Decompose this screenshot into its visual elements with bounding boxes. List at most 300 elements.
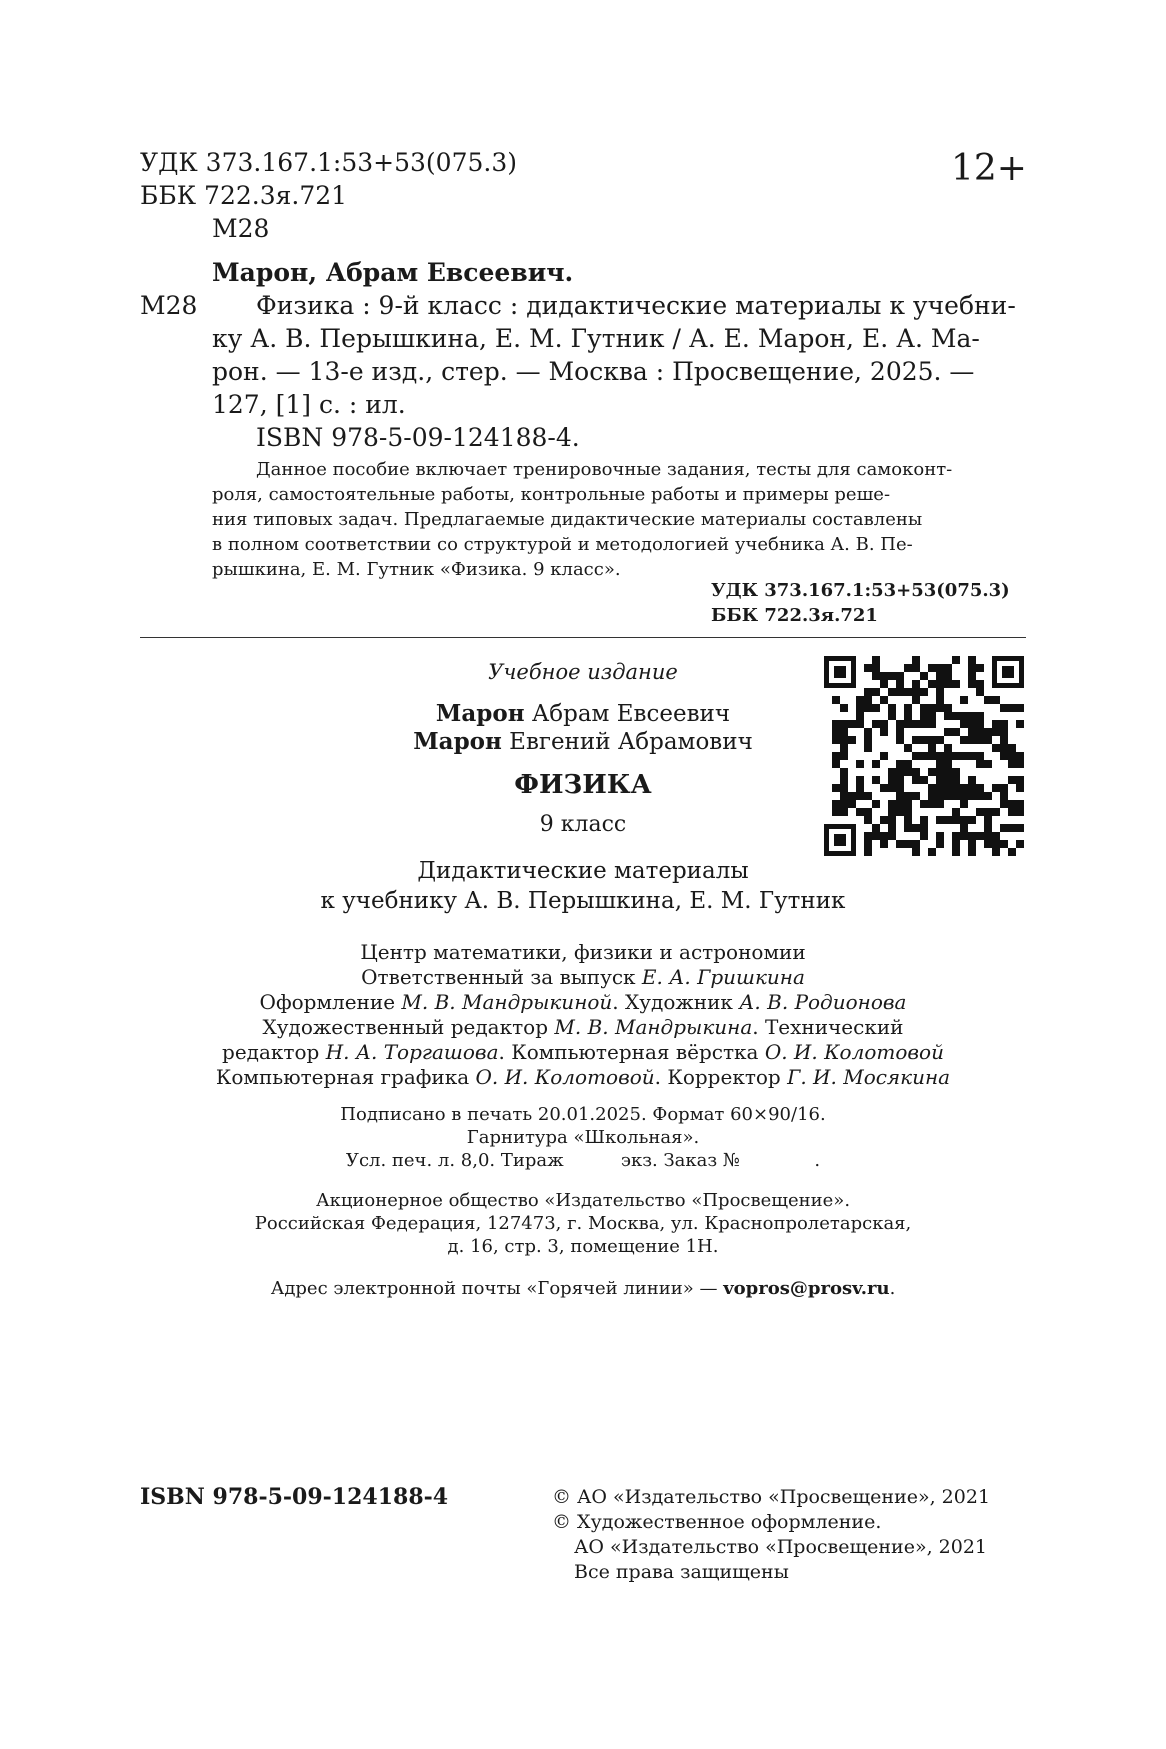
qr-module: [872, 664, 880, 672]
qr-module: [936, 840, 944, 848]
qr-module: [896, 728, 904, 736]
qr-module: [872, 720, 880, 728]
qr-module: [856, 712, 864, 720]
qr-module: [984, 728, 992, 736]
print-line-3: Усл. печ. л. 8,0. Тираж экз. Заказ № .: [345, 1150, 821, 1171]
edition-type: Учебное издание: [488, 660, 678, 684]
bib-line-1: Физика : 9-й класс : дидактические материалы к учебни-: [256, 291, 1016, 320]
qr-module: [952, 848, 960, 856]
qr-module: [928, 752, 936, 760]
qr-module: [952, 728, 960, 736]
qr-module: [976, 792, 984, 800]
qr-module: [992, 808, 1000, 816]
qr-module: [968, 728, 976, 736]
qr-module: [936, 664, 944, 672]
qr-module: [880, 672, 888, 680]
qr-module: [1016, 720, 1024, 728]
qr-module: [904, 688, 912, 696]
responsible-line: [361, 965, 805, 989]
qr-module: [1016, 776, 1024, 784]
qr-module: [1000, 744, 1008, 752]
qr-module: [976, 736, 984, 744]
qr-module: [896, 784, 904, 792]
qr-module: [896, 680, 904, 688]
qr-module: [864, 832, 872, 840]
qr-module: [944, 744, 952, 752]
qr-module: [1008, 776, 1016, 784]
qr-module: [896, 840, 904, 848]
art-editor-label: Художественный редактор: [262, 1015, 555, 1039]
qr-module: [984, 736, 992, 744]
qr-module: [944, 792, 952, 800]
qr-module: [856, 792, 864, 800]
qr-module: [920, 736, 928, 744]
qr-module: [976, 752, 984, 760]
qr-module: [880, 816, 888, 824]
qr-module: [960, 736, 968, 744]
qr-module: [1000, 752, 1008, 760]
qr-code: [824, 656, 1024, 856]
qr-module: [864, 728, 872, 736]
qr-module: [888, 704, 896, 712]
copyright-line-4: Все права защищены: [574, 1561, 789, 1583]
qr-module: [840, 776, 848, 784]
qr-module: [968, 784, 976, 792]
tech-editor-line: [222, 1040, 944, 1064]
qr-module: [856, 704, 864, 712]
bib-line-4: 127, [1] с. : ил.: [212, 390, 406, 419]
qr-module: [912, 664, 920, 672]
qr-module: [1016, 840, 1024, 848]
qr-module: [976, 680, 984, 688]
qr-module: [1008, 824, 1016, 832]
copyright-line-2: © Художественное оформление.: [552, 1511, 882, 1533]
qr-module: [976, 728, 984, 736]
qr-module: [968, 792, 976, 800]
qr-module: [952, 768, 960, 776]
qr-module: [912, 840, 920, 848]
design-name: М. В. Мандрыкиной: [401, 990, 613, 1014]
bib-line-3: рон. — 13-е изд., стер. — Москва : Просвещение, 2025. —: [212, 357, 975, 386]
qr-module: [976, 712, 984, 720]
qr-module: [976, 784, 984, 792]
qr-module: [936, 816, 944, 824]
qr-module: [984, 824, 992, 832]
qr-module: [920, 672, 928, 680]
qr-module: [864, 696, 872, 704]
qr-module: [904, 824, 912, 832]
qr-module: [904, 704, 912, 712]
layout-label: . Компьютерная вёрстка: [498, 1040, 765, 1064]
qr-module: [912, 736, 920, 744]
qr-module: [920, 688, 928, 696]
footer-isbn: ISBN 978-5-09-124188-4: [140, 1484, 449, 1510]
qr-module: [888, 712, 896, 720]
qr-module: [864, 840, 872, 848]
qr-module: [968, 832, 976, 840]
qr-module: [880, 784, 888, 792]
qr-module: [912, 848, 920, 856]
qr-module: [928, 680, 936, 688]
qr-module: [960, 720, 968, 728]
udk-bold: УДК 373.167.1:53+53(075.3): [711, 580, 1010, 601]
qr-module: [992, 728, 1000, 736]
separator-line: [140, 637, 1026, 638]
qr-module: [896, 736, 904, 744]
qr-module: [880, 728, 888, 736]
qr-module: [848, 736, 856, 744]
publisher-line-2: Российская Федерация, 127473, г. Москва, ул. Краснопролетарская,: [254, 1213, 912, 1234]
qr-module: [872, 776, 880, 784]
qr-module: [944, 672, 952, 680]
qr-module: [960, 816, 968, 824]
qr-module: [960, 824, 968, 832]
qr-module: [880, 840, 888, 848]
qr-module: [840, 720, 848, 728]
qr-module: [968, 656, 976, 664]
qr-module: [944, 728, 952, 736]
qr-module: [960, 784, 968, 792]
qr-module: [976, 664, 984, 672]
qr-module: [984, 816, 992, 824]
udk-code: УДК 373.167.1:53+53(075.3): [140, 148, 517, 177]
qr-module: [864, 744, 872, 752]
qr-module: [1016, 800, 1024, 808]
corrector-label: . Корректор: [654, 1065, 788, 1089]
qr-module: [864, 808, 872, 816]
qr-module: [976, 760, 984, 768]
qr-module: [888, 816, 896, 824]
qr-module: [1008, 760, 1016, 768]
qr-module: [872, 760, 880, 768]
email-line: [271, 1278, 896, 1299]
qr-module: [856, 760, 864, 768]
author-2-name: Евгений Абрамович: [501, 729, 753, 755]
qr-module: [1016, 808, 1024, 816]
qr-module: [888, 800, 896, 808]
qr-module: [832, 736, 840, 744]
qr-module: [960, 792, 968, 800]
qr-module: [936, 768, 944, 776]
qr-module: [1000, 784, 1008, 792]
qr-module: [840, 704, 848, 712]
qr-module: [840, 768, 848, 776]
qr-module: [904, 792, 912, 800]
qr-module: [912, 720, 920, 728]
qr-module: [832, 800, 840, 808]
qr-module: [856, 720, 864, 728]
qr-module: [864, 664, 872, 672]
publisher-line-3: д. 16, стр. 3, помещение 1Н.: [447, 1236, 719, 1257]
qr-module: [936, 704, 944, 712]
qr-module: [888, 832, 896, 840]
qr-module: [920, 752, 928, 760]
qr-module: [936, 776, 944, 784]
qr-module: [936, 800, 944, 808]
qr-module: [928, 792, 936, 800]
qr-module: [920, 720, 928, 728]
qr-module: [944, 776, 952, 784]
qr-module: [896, 768, 904, 776]
graphics-label: Компьютерная графика: [215, 1065, 476, 1089]
qr-module: [952, 792, 960, 800]
qr-module: [944, 680, 952, 688]
qr-module: [888, 784, 896, 792]
qr-module: [872, 704, 880, 712]
qr-module: [952, 784, 960, 792]
qr-module: [912, 688, 920, 696]
qr-module: [992, 832, 1000, 840]
qr-module: [992, 744, 1000, 752]
qr-module: [896, 720, 904, 728]
qr-module: [864, 816, 872, 824]
qr-module: [872, 832, 880, 840]
tech-editor-name: Н. А. Торгашова: [325, 1040, 499, 1064]
annotation-line-4: в полном соответствии со структурой и методологией учебника А. В. Пе-: [212, 534, 913, 555]
qr-module: [928, 784, 936, 792]
qr-module: [832, 760, 840, 768]
qr-module: [896, 792, 904, 800]
qr-module: [928, 720, 936, 728]
qr-module: [968, 720, 976, 728]
print-line-1: Подписано в печать 20.01.2025. Формат 60×90/16.: [340, 1104, 826, 1125]
qr-module: [1008, 752, 1016, 760]
qr-module: [928, 744, 936, 752]
qr-module: [992, 784, 1000, 792]
qr-module: [888, 688, 896, 696]
qr-module: [920, 704, 928, 712]
qr-module: [952, 712, 960, 720]
qr-module: [944, 816, 952, 824]
subtitle-2: к учебнику А. В. Перышкина, Е. М. Гутник: [320, 888, 846, 914]
qr-module: [888, 808, 896, 816]
artist-name: А. В. Родионова: [739, 990, 907, 1014]
qr-module: [832, 784, 840, 792]
qr-module: [1000, 800, 1008, 808]
author-2: [413, 728, 753, 755]
qr-module: [960, 752, 968, 760]
qr-module: [936, 752, 944, 760]
qr-module: [952, 840, 960, 848]
responsible-name: Е. А. Гришкина: [641, 965, 805, 989]
qr-module: [832, 752, 840, 760]
qr-module: [904, 720, 912, 728]
corrector-name: Г. И. Мосякина: [787, 1065, 951, 1089]
qr-module: [872, 688, 880, 696]
qr-module: [928, 712, 936, 720]
qr-module: [976, 808, 984, 816]
qr-module: [856, 784, 864, 792]
cutter-code: М28: [212, 214, 270, 243]
copyright-line-3: АО «Издательство «Просвещение», 2021: [574, 1536, 987, 1558]
qr-module: [896, 688, 904, 696]
qr-module: [928, 664, 936, 672]
qr-module: [952, 816, 960, 824]
qr-module: [960, 712, 968, 720]
qr-module: [1016, 752, 1024, 760]
qr-module: [1008, 800, 1016, 808]
graphics-name: О. И. Колотовой: [475, 1065, 655, 1089]
qr-module: [1000, 840, 1008, 848]
qr-module: [888, 768, 896, 776]
bbk-code: ББК 722.3я.721: [140, 181, 348, 210]
qr-module: [952, 680, 960, 688]
qr-module: [920, 800, 928, 808]
qr-module: [864, 736, 872, 744]
qr-module: [840, 784, 848, 792]
qr-module: [904, 816, 912, 824]
qr-module: [952, 832, 960, 840]
qr-module: [1008, 808, 1016, 816]
qr-module: [936, 688, 944, 696]
qr-module: [944, 784, 952, 792]
qr-module: [984, 832, 992, 840]
art-editor-line: [263, 1015, 904, 1039]
qr-module: [880, 752, 888, 760]
subtitle-1: Дидактические материалы: [417, 858, 749, 884]
qr-module: [912, 792, 920, 800]
qr-module: [928, 704, 936, 712]
qr-module: [928, 848, 936, 856]
qr-module: [960, 832, 968, 840]
qr-module: [936, 696, 944, 704]
qr-module: [896, 760, 904, 768]
qr-module: [896, 808, 904, 816]
qr-module: [912, 752, 920, 760]
qr-module: [840, 792, 848, 800]
art-editor-name: М. В. Мандрыкина: [554, 1015, 753, 1039]
email-address[interactable]: vopros@prosv.ru: [723, 1278, 890, 1299]
qr-module: [968, 752, 976, 760]
qr-module: [888, 672, 896, 680]
qr-module: [904, 744, 912, 752]
grade: 9 класс: [539, 812, 627, 837]
qr-module: [960, 696, 968, 704]
qr-module: [936, 680, 944, 688]
qr-module: [880, 832, 888, 840]
qr-module: [880, 720, 888, 728]
qr-module: [992, 840, 1000, 848]
qr-module: [1016, 704, 1024, 712]
qr-module: [952, 752, 960, 760]
qr-module: [848, 792, 856, 800]
qr-module: [984, 840, 992, 848]
qr-module: [864, 848, 872, 856]
qr-module: [864, 792, 872, 800]
qr-module: [944, 704, 952, 712]
tech-label: . Технический: [752, 1015, 904, 1039]
qr-module: [864, 688, 872, 696]
qr-module: [1000, 704, 1008, 712]
qr-module: [936, 672, 944, 680]
qr-module: [864, 704, 872, 712]
annotation-line-3: ния типовых задач. Предлагаемые дидактические материалы составлены: [212, 509, 923, 530]
qr-module: [944, 712, 952, 720]
bbk-bold: ББК 722.3я.721: [711, 605, 878, 626]
qr-module: [968, 816, 976, 824]
qr-module: [896, 800, 904, 808]
qr-module: [968, 664, 976, 672]
qr-finder-top-left-eye: [834, 666, 846, 678]
author-1-surname: Марон: [435, 700, 525, 727]
qr-module: [936, 792, 944, 800]
qr-module: [968, 672, 976, 680]
qr-module: [840, 728, 848, 736]
tech-editor-label: редактор: [222, 1040, 326, 1064]
qr-module: [912, 768, 920, 776]
qr-module: [1000, 728, 1008, 736]
qr-module: [968, 712, 976, 720]
bib-isbn: ISBN 978-5-09-124188-4.: [256, 423, 580, 452]
qr-module: [896, 776, 904, 784]
qr-module: [856, 808, 864, 816]
qr-module: [920, 816, 928, 824]
qr-module: [952, 656, 960, 664]
qr-module: [1000, 736, 1008, 744]
qr-module: [992, 696, 1000, 704]
qr-module: [1000, 720, 1008, 728]
qr-module: [960, 800, 968, 808]
qr-module: [888, 824, 896, 832]
qr-module: [976, 720, 984, 728]
qr-module: [848, 720, 856, 728]
qr-module: [936, 832, 944, 840]
qr-finder-bottom-left-eye: [834, 834, 846, 846]
qr-module: [928, 736, 936, 744]
qr-module: [872, 672, 880, 680]
qr-module: [912, 824, 920, 832]
qr-module: [904, 840, 912, 848]
qr-module: [952, 776, 960, 784]
book-title: ФИЗИКА: [514, 770, 652, 800]
qr-module: [928, 800, 936, 808]
qr-module: [888, 776, 896, 784]
layout-name: О. И. Колотовой: [764, 1040, 944, 1064]
qr-module: [1016, 824, 1024, 832]
author-1: [436, 700, 730, 727]
qr-module: [968, 848, 976, 856]
qr-module: [912, 680, 920, 688]
email-label: Адрес электронной почты «Горячей линии» —: [270, 1278, 724, 1299]
qr-module: [944, 664, 952, 672]
publisher-line-1: Акционерное общество «Издательство «Просвещение».: [315, 1190, 851, 1211]
qr-module: [904, 800, 912, 808]
qr-module: [840, 808, 848, 816]
qr-module: [992, 720, 1000, 728]
qr-module: [984, 760, 992, 768]
qr-module: [968, 776, 976, 784]
qr-module: [904, 760, 912, 768]
bib-line-2: ку А. В. Перышкина, Е. М. Гутник / А. Е. Марон, Е. А. Ма-: [212, 324, 980, 353]
qr-module: [984, 696, 992, 704]
qr-module: [840, 800, 848, 808]
qr-module: [904, 664, 912, 672]
qr-module: [936, 760, 944, 768]
qr-module: [912, 696, 920, 704]
qr-finder-top-right-eye: [1002, 666, 1014, 678]
qr-module: [856, 696, 864, 704]
qr-module: [944, 760, 952, 768]
qr-module: [832, 808, 840, 816]
qr-module: [840, 752, 848, 760]
qr-module: [832, 720, 840, 728]
qr-module: [1008, 744, 1016, 752]
center-name: Центр математики, физики и астрономии: [360, 940, 806, 964]
qr-module: [944, 752, 952, 760]
cutter-mark: М28: [140, 291, 198, 320]
qr-module: [1016, 784, 1024, 792]
qr-module: [936, 784, 944, 792]
